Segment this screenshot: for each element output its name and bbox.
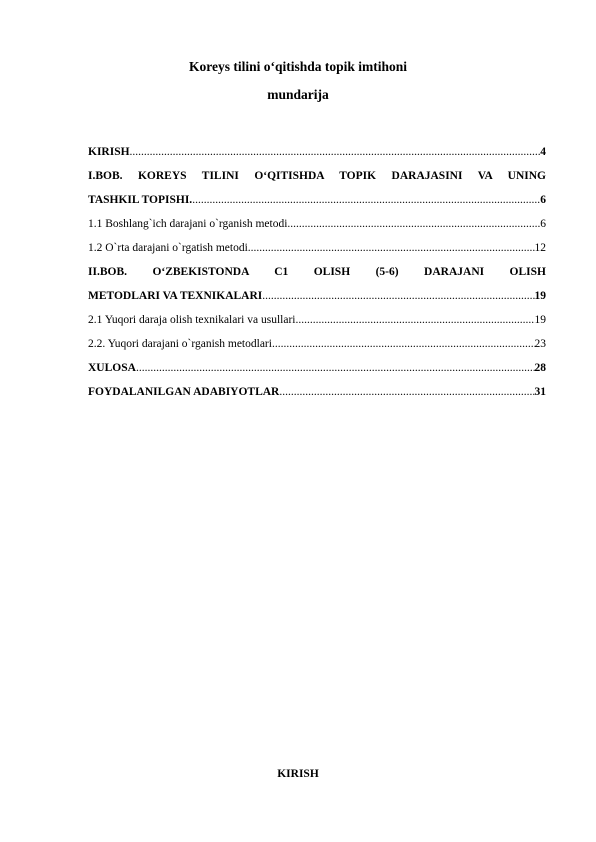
toc-entry-section-2-1[interactable] — [88, 308, 546, 332]
toc-entry-xulosa[interactable] — [88, 356, 546, 380]
document-subtitle: mundarija — [267, 87, 329, 102]
table-of-contents — [88, 140, 546, 404]
toc-entry-label: 2.1 Yuqori daraja olish texnikalari va usullari — [88, 314, 296, 326]
document-title: Koreys tilini o‘qitishda topik imtihoni — [188, 59, 408, 74]
toc-dot-leader — [262, 284, 534, 308]
toc-entry-label: II.BOB. O‘ZBEKISTONDA C1 OLISH (5-6) DARAJANI OLISH — [88, 266, 546, 278]
toc-entry-page: 28 — [534, 362, 546, 374]
toc-entry-label: METODLARI VA TEXNIKALARI — [88, 290, 263, 302]
toc-dot-leader — [272, 332, 535, 356]
toc-entry-chapter-2-line-2[interactable] — [88, 284, 546, 308]
toc-entry-page: 19 — [534, 314, 546, 326]
toc-entry-label: 2.2. Yuqori darajani o`rganish metodlari — [88, 338, 272, 350]
toc-entry-page: 23 — [534, 338, 546, 350]
toc-entry-page: 31 — [534, 386, 546, 398]
toc-entry-page: 19 — [534, 290, 546, 302]
toc-entry-page: 6 — [540, 218, 546, 230]
toc-entry-page: 12 — [534, 242, 546, 254]
toc-entry-section-1-2[interactable] — [88, 236, 546, 260]
toc-dot-leader — [295, 308, 534, 332]
toc-dot-leader — [248, 236, 535, 260]
toc-entry-page: 4 — [540, 146, 546, 158]
toc-dot-leader — [136, 356, 535, 380]
toc-entry-label: FOYDALANILGAN ADABIYOTLAR — [88, 386, 280, 398]
toc-entry-label: I.BOB. KOREYS TILINI O‘QITISHDA TOPIK DARAJASINI VA UNING — [88, 170, 546, 182]
toc-entry-adabiyotlar[interactable] — [88, 380, 546, 404]
toc-entry-page: 6 — [540, 194, 546, 206]
toc-entry-chapter-2-line-1[interactable] — [88, 260, 546, 284]
toc-entry-chapter-1-line-2[interactable] — [88, 188, 546, 212]
toc-entry-label: 1.2 O`rta darajani o`rgatish metodi — [88, 242, 248, 254]
toc-entry-chapter-1-line-1[interactable] — [88, 164, 546, 188]
toc-entry-section-2-2[interactable] — [88, 332, 546, 356]
toc-dot-leader — [130, 140, 541, 164]
toc-dot-leader — [279, 380, 534, 404]
toc-entry-section-1-1[interactable] — [88, 212, 546, 236]
toc-entry-label: XULOSA — [88, 362, 136, 374]
toc-entry-label: 1.1 Boshlang`ich darajani o`rganish metodi — [88, 218, 288, 230]
toc-entry-label: KIRISH — [88, 146, 130, 158]
toc-dot-leader — [192, 188, 540, 212]
toc-dot-leader — [287, 212, 540, 236]
toc-entry-kirish[interactable] — [88, 140, 546, 164]
next-section-heading: KIRISH — [277, 768, 319, 780]
toc-entry-label: TASHKIL TOPISHI. — [88, 194, 193, 206]
